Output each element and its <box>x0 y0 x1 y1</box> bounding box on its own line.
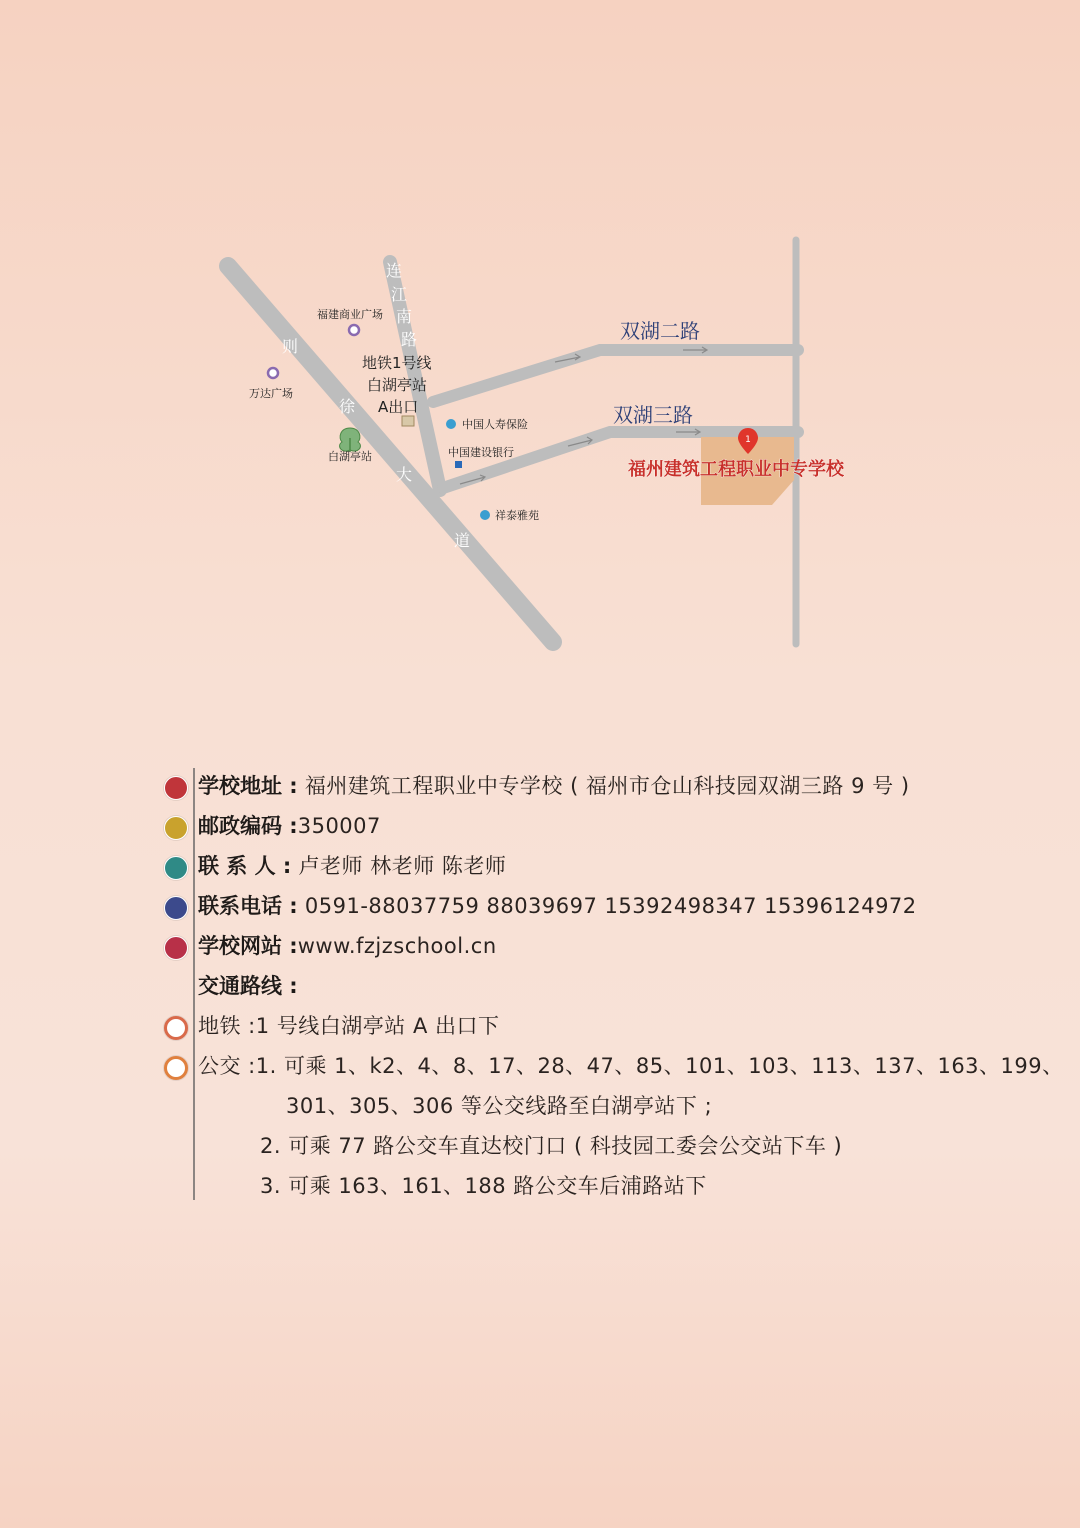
bus-line-1: 公交 :1. 可乘 1、k2、4、8、17、28、47、85、101、103、113、137、163、199、 <box>198 1054 1064 1078</box>
home-icon <box>164 776 188 800</box>
svg-text:江: 江 <box>391 285 408 304</box>
info-divider <box>193 768 195 1200</box>
svg-text:1: 1 <box>745 435 751 445</box>
phone-icon <box>164 896 188 920</box>
website-label: 学校网站 : <box>198 934 298 958</box>
metro-icon <box>164 1016 188 1040</box>
svg-text:地铁1号线: 地铁1号线 <box>362 354 432 372</box>
postcode-row <box>198 806 381 846</box>
poi-fujian-plaza <box>317 307 383 335</box>
address-row <box>198 766 910 806</box>
svg-text:A出口: A出口 <box>378 398 419 416</box>
bus-row-1b <box>286 1086 712 1126</box>
svg-text:路: 路 <box>401 330 418 349</box>
bus-icon <box>164 1056 188 1080</box>
metro-text: 地铁 :1 号线白湖亭站 A 出口下 <box>198 1014 500 1038</box>
contact-label: 联 系 人 : <box>198 854 292 878</box>
svg-text:中国建设银行: 中国建设银行 <box>448 446 514 459</box>
metro-row <box>198 1006 500 1046</box>
website-value[interactable]: www.fzjzschool.cn <box>297 934 497 958</box>
poi-wanda <box>249 368 293 400</box>
location-map <box>0 0 1080 700</box>
svg-text:道: 道 <box>454 531 471 550</box>
mail-icon <box>164 816 188 840</box>
person-card-icon <box>164 856 188 880</box>
label-shuanghu-3: 双湖三路 <box>613 403 693 427</box>
bus-row-2 <box>260 1126 842 1166</box>
address-label: 学校地址 : <box>198 774 298 798</box>
label-school: 福州建筑工程职业中专学校 <box>628 459 844 480</box>
phone-row <box>198 886 917 926</box>
globe-icon <box>164 936 188 960</box>
contact-row <box>198 846 506 886</box>
phone-label: 联系电话 : <box>198 894 298 918</box>
svg-text:福建商业广场: 福建商业广场 <box>317 308 383 321</box>
svg-text:中国人寿保险: 中国人寿保险 <box>462 418 528 431</box>
svg-text:南: 南 <box>396 307 413 326</box>
svg-text:徐: 徐 <box>339 397 356 416</box>
transport-title: 交通路线 : <box>198 974 298 998</box>
bus-row-1 <box>198 1046 1064 1086</box>
svg-text:白湖亭站: 白湖亭站 <box>328 450 372 463</box>
bus-line-2: 2. 可乘 77 路公交车直达校门口 ( 科技园工委会公交站下车 ) <box>260 1134 843 1158</box>
metro-icon <box>402 416 414 426</box>
svg-text:万达广场: 万达广场 <box>249 387 293 400</box>
road-shuanghu-2 <box>433 350 798 402</box>
postcode-label: 邮政编码 : <box>198 814 298 838</box>
label-shuanghu-2: 双湖二路 <box>620 319 700 343</box>
poi-china-life <box>446 417 528 431</box>
svg-text:连: 连 <box>386 261 403 280</box>
bus-row-3 <box>260 1166 707 1206</box>
svg-text:大: 大 <box>396 465 413 484</box>
svg-text:则: 则 <box>282 337 299 356</box>
contact-value: 卢老师 林老师 陈老师 <box>291 854 507 878</box>
transport-title-row <box>198 966 298 1006</box>
address-value: 福州建筑工程职业中专学校 ( 福州市仓山科技园双湖三路 9 号 ) <box>297 774 910 798</box>
bus-line-1b: 301、305、306 等公交线路至白湖亭站下 ; <box>286 1094 713 1118</box>
website-row <box>198 926 497 966</box>
bus-line-3: 3. 可乘 163、161、188 路公交车后浦路站下 <box>260 1174 707 1198</box>
svg-text:白湖亭站: 白湖亭站 <box>367 376 428 394</box>
poi-xiangtai <box>480 508 539 522</box>
postcode-value: 350007 <box>297 814 381 838</box>
phone-value: 0591-88037759 88039697 15392498347 15396124972 <box>297 894 917 918</box>
svg-text:祥泰雅苑: 祥泰雅苑 <box>495 509 539 522</box>
